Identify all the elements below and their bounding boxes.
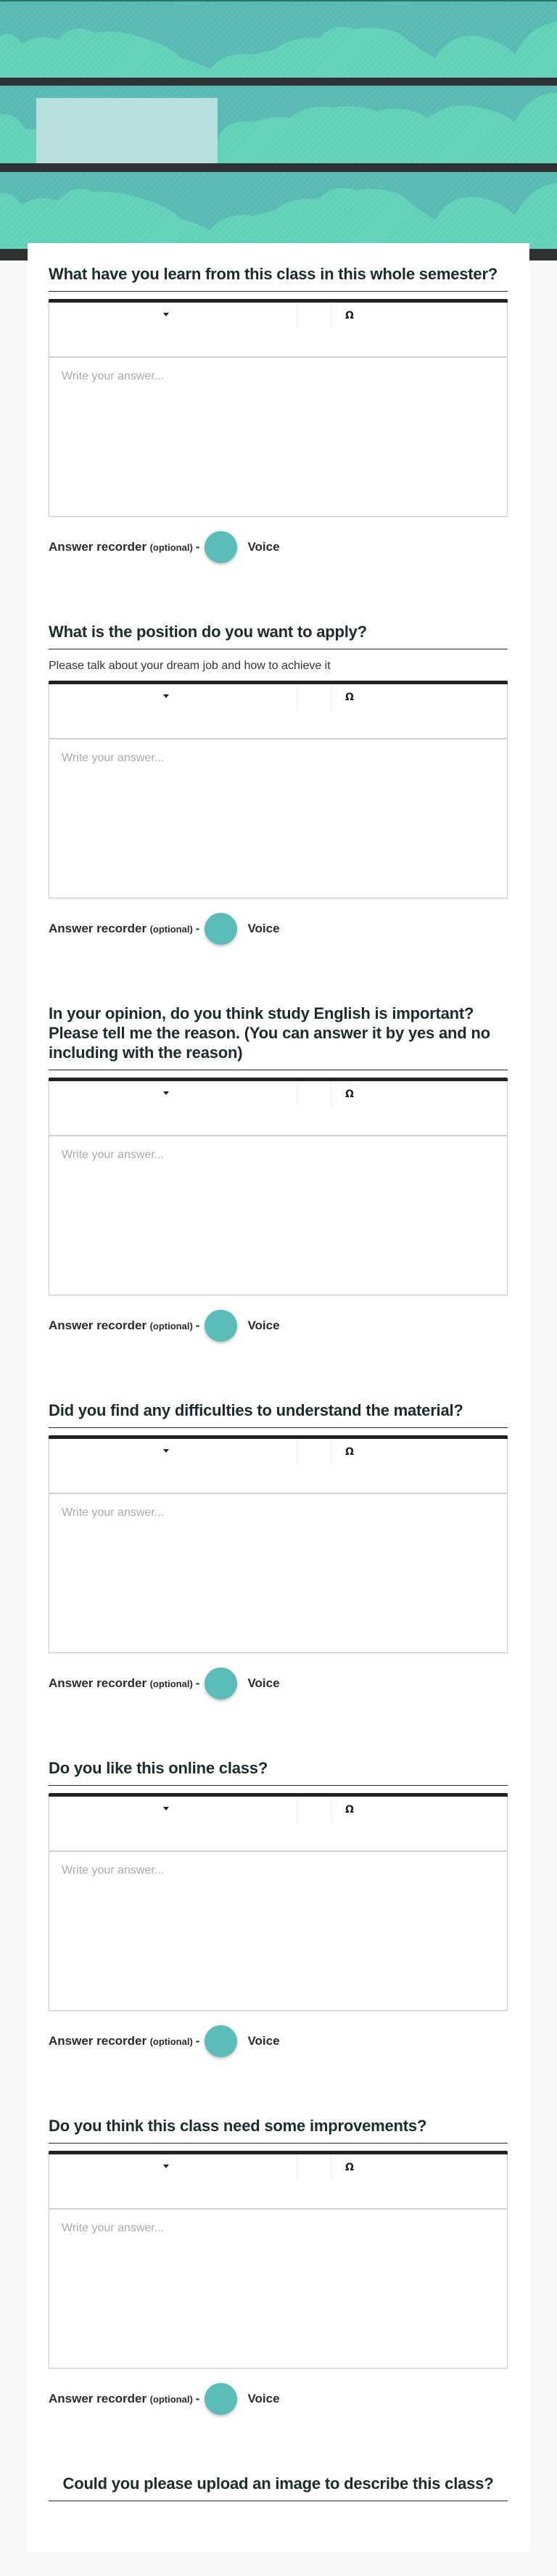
answer-textarea[interactable]: Write your answer... — [62, 752, 165, 764]
special-character-button[interactable]: Ω — [345, 1446, 354, 1458]
recorder-optional-label: (optional) — [149, 1678, 193, 1689]
answer-recorder — [49, 913, 508, 945]
rich-text-editor — [49, 2151, 508, 2368]
question-block — [49, 622, 508, 945]
caret-down-icon — [163, 1449, 169, 1453]
clouds-graphic — [0, 0, 557, 78]
caret-down-icon — [163, 1807, 169, 1810]
header-banner — [0, 0, 557, 261]
recorder-label: Answer recorder — [49, 1676, 147, 1690]
recorder-dash: - — [195, 1318, 200, 1332]
question-title: Could you please upload an image to describe this class? — [49, 2474, 508, 2501]
question-block — [49, 2116, 508, 2415]
format-dropdown[interactable] — [49, 2154, 297, 2181]
voice-label: Voice — [247, 2392, 280, 2405]
recorder-label: Answer recorder — [49, 540, 147, 554]
editor-toolbar — [49, 1081, 507, 1136]
answer-textarea[interactable]: Write your answer... — [62, 1506, 165, 1519]
special-character-button[interactable]: Ω — [345, 310, 354, 321]
recorder-optional-label: (optional) — [149, 2035, 193, 2047]
recorder-optional-label: (optional) — [149, 2393, 193, 2405]
special-character-button[interactable]: Ω — [345, 1804, 354, 1816]
rich-text-editor — [49, 1078, 508, 1295]
record-voice-button[interactable] — [205, 2025, 237, 2057]
voice-label: Voice — [247, 922, 280, 935]
caret-down-icon — [163, 313, 169, 316]
question-title: What is the position do you want to apply? — [49, 622, 508, 649]
question-title: Did you find any difficulties to understand the material? — [49, 1400, 508, 1428]
editor-toolbar — [49, 684, 507, 739]
special-character-button[interactable]: Ω — [345, 2162, 354, 2173]
editor-toolbar — [49, 2154, 507, 2210]
editor-toolbar — [49, 1797, 507, 1852]
recorder-optional-label: (optional) — [149, 923, 193, 935]
special-character-button[interactable]: Ω — [345, 692, 354, 703]
format-dropdown[interactable] — [49, 1439, 297, 1465]
rich-text-editor — [49, 299, 508, 517]
recorder-label: Answer recorder — [49, 2034, 147, 2048]
recorder-optional-label: (optional) — [149, 1320, 193, 1332]
question-block — [49, 1758, 508, 2057]
question-description: Please talk about your dream job and how to achieve it — [49, 660, 331, 672]
format-dropdown[interactable] — [49, 1081, 297, 1107]
record-voice-button[interactable] — [205, 531, 237, 563]
question-title: Do you think this class need some improvements? — [49, 2116, 508, 2144]
caret-down-icon — [163, 694, 169, 698]
logo-placeholder-image — [36, 98, 218, 163]
rich-text-editor — [49, 1435, 508, 1653]
header-divider — [0, 78, 557, 86]
recorder-dash: - — [195, 2392, 200, 2405]
header-divider — [0, 163, 557, 172]
voice-label: Voice — [247, 1676, 280, 1690]
editor-toolbar — [49, 303, 507, 358]
record-voice-button[interactable] — [205, 1310, 237, 1342]
recorder-dash: - — [195, 540, 200, 554]
answer-recorder — [49, 2383, 508, 2415]
format-dropdown[interactable] — [49, 1797, 297, 1823]
caret-down-icon — [163, 1091, 169, 1095]
clouds-graphic — [0, 172, 557, 249]
answer-recorder — [49, 1668, 508, 1699]
cloud-band — [0, 0, 557, 78]
voice-label: Voice — [247, 2034, 280, 2048]
special-character-button[interactable]: Ω — [345, 1088, 354, 1100]
record-voice-button[interactable] — [205, 1668, 237, 1699]
record-voice-button[interactable] — [205, 913, 237, 945]
answer-recorder — [49, 2025, 508, 2057]
recorder-label: Answer recorder — [49, 1318, 147, 1332]
question-block — [49, 264, 508, 563]
voice-label: Voice — [247, 1318, 280, 1332]
question-title: What have you learn from this class in this whole semester? — [49, 264, 508, 292]
format-dropdown[interactable] — [49, 684, 297, 710]
recorder-dash: - — [195, 2034, 200, 2048]
rich-text-editor — [49, 1793, 508, 2011]
recorder-label: Answer recorder — [49, 2392, 147, 2405]
editor-toolbar — [49, 1439, 507, 1494]
answer-textarea[interactable]: Write your answer... — [62, 2222, 165, 2234]
recorder-dash: - — [195, 1676, 200, 1690]
record-voice-button[interactable] — [205, 2383, 237, 2415]
question-title: In your opinion, do you think study English is important? Please tell me the reason. (You can answer it by yes and no including with the reason) — [49, 1004, 508, 1070]
answer-textarea[interactable]: Write your answer... — [62, 1864, 165, 1876]
recorder-dash: - — [195, 922, 200, 935]
question-block — [49, 1400, 508, 1699]
answer-recorder — [49, 1310, 508, 1342]
answer-textarea[interactable]: Write your answer... — [62, 1149, 165, 1161]
recorder-optional-label: (optional) — [149, 541, 193, 553]
form-card — [28, 243, 529, 2552]
caret-down-icon — [163, 2165, 169, 2168]
cloud-band — [0, 172, 557, 249]
rich-text-editor — [49, 681, 508, 898]
top-edge-rule — [0, 0, 557, 1]
answer-recorder — [49, 531, 508, 563]
question-block — [49, 1004, 508, 1342]
question-title: Do you like this online class? — [49, 1758, 508, 1786]
format-dropdown[interactable] — [49, 303, 297, 329]
answer-textarea[interactable]: Write your answer... — [62, 370, 165, 382]
voice-label: Voice — [247, 540, 280, 554]
question-block — [49, 2474, 508, 2501]
recorder-label: Answer recorder — [49, 922, 147, 935]
